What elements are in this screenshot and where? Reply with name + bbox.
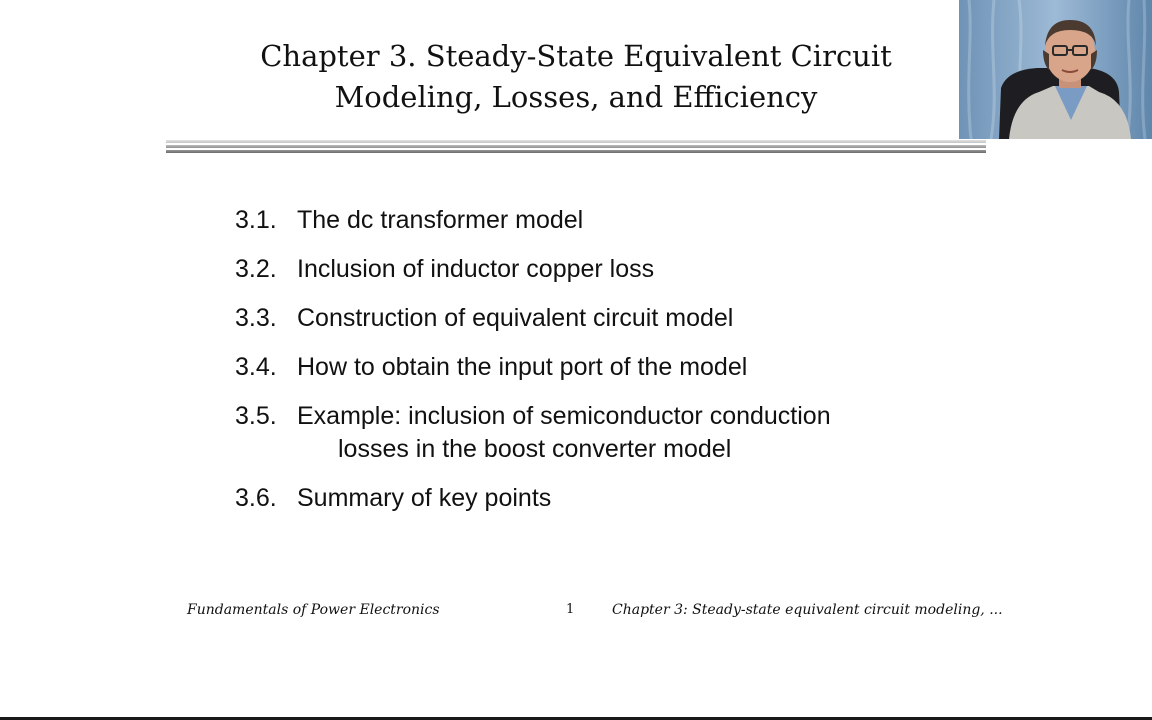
toc-number: 3.2. (235, 255, 277, 283)
footer-page-number: 1 (566, 602, 575, 617)
toc-item-3-6 (235, 482, 935, 515)
toc-item-3-2 (235, 253, 935, 286)
toc-item-3-3 (235, 302, 935, 335)
presenter-webcam-overlay (959, 0, 1152, 139)
toc-text: Example: inclusion of semiconductor conduction (297, 402, 831, 430)
footer-book-title: Fundamentals of Power Electronics (187, 602, 440, 618)
presenter-video-icon (959, 0, 1152, 139)
divider-bar-top (166, 140, 986, 143)
toc-text-wrapper (297, 400, 935, 466)
divider-bar-bottom (166, 150, 986, 153)
toc-number: 3.6. (235, 484, 277, 512)
divider-bar-middle (166, 145, 986, 148)
toc-number: 3.5. (235, 402, 277, 430)
footer-chapter-title: Chapter 3: Steady-state equivalent circuit modeling, ... (612, 602, 1003, 618)
toc-text: The dc transformer model (297, 206, 584, 234)
toc-number: 3.4. (235, 353, 277, 381)
toc-number: 3.3. (235, 304, 277, 332)
slide-title (166, 36, 986, 118)
toc-text: Construction of equivalent circuit model (297, 304, 734, 332)
title-divider (166, 140, 986, 154)
toc-text: Inclusion of inductor copper loss (297, 255, 655, 283)
toc-item-3-4 (235, 351, 935, 384)
toc-text: Summary of key points (297, 484, 552, 512)
table-of-contents (235, 204, 935, 531)
slide-title-line-1: Chapter 3. Steady-State Equivalent Circuit (260, 39, 892, 73)
toc-text: How to obtain the input port of the model (297, 353, 748, 381)
toc-item-3-5 (235, 400, 935, 466)
slide-title-line-2: Modeling, Losses, and Efficiency (334, 80, 818, 114)
toc-text-continuation: losses in the boost converter model (338, 435, 732, 463)
toc-item-3-1 (235, 204, 935, 237)
toc-number: 3.1. (235, 206, 277, 234)
